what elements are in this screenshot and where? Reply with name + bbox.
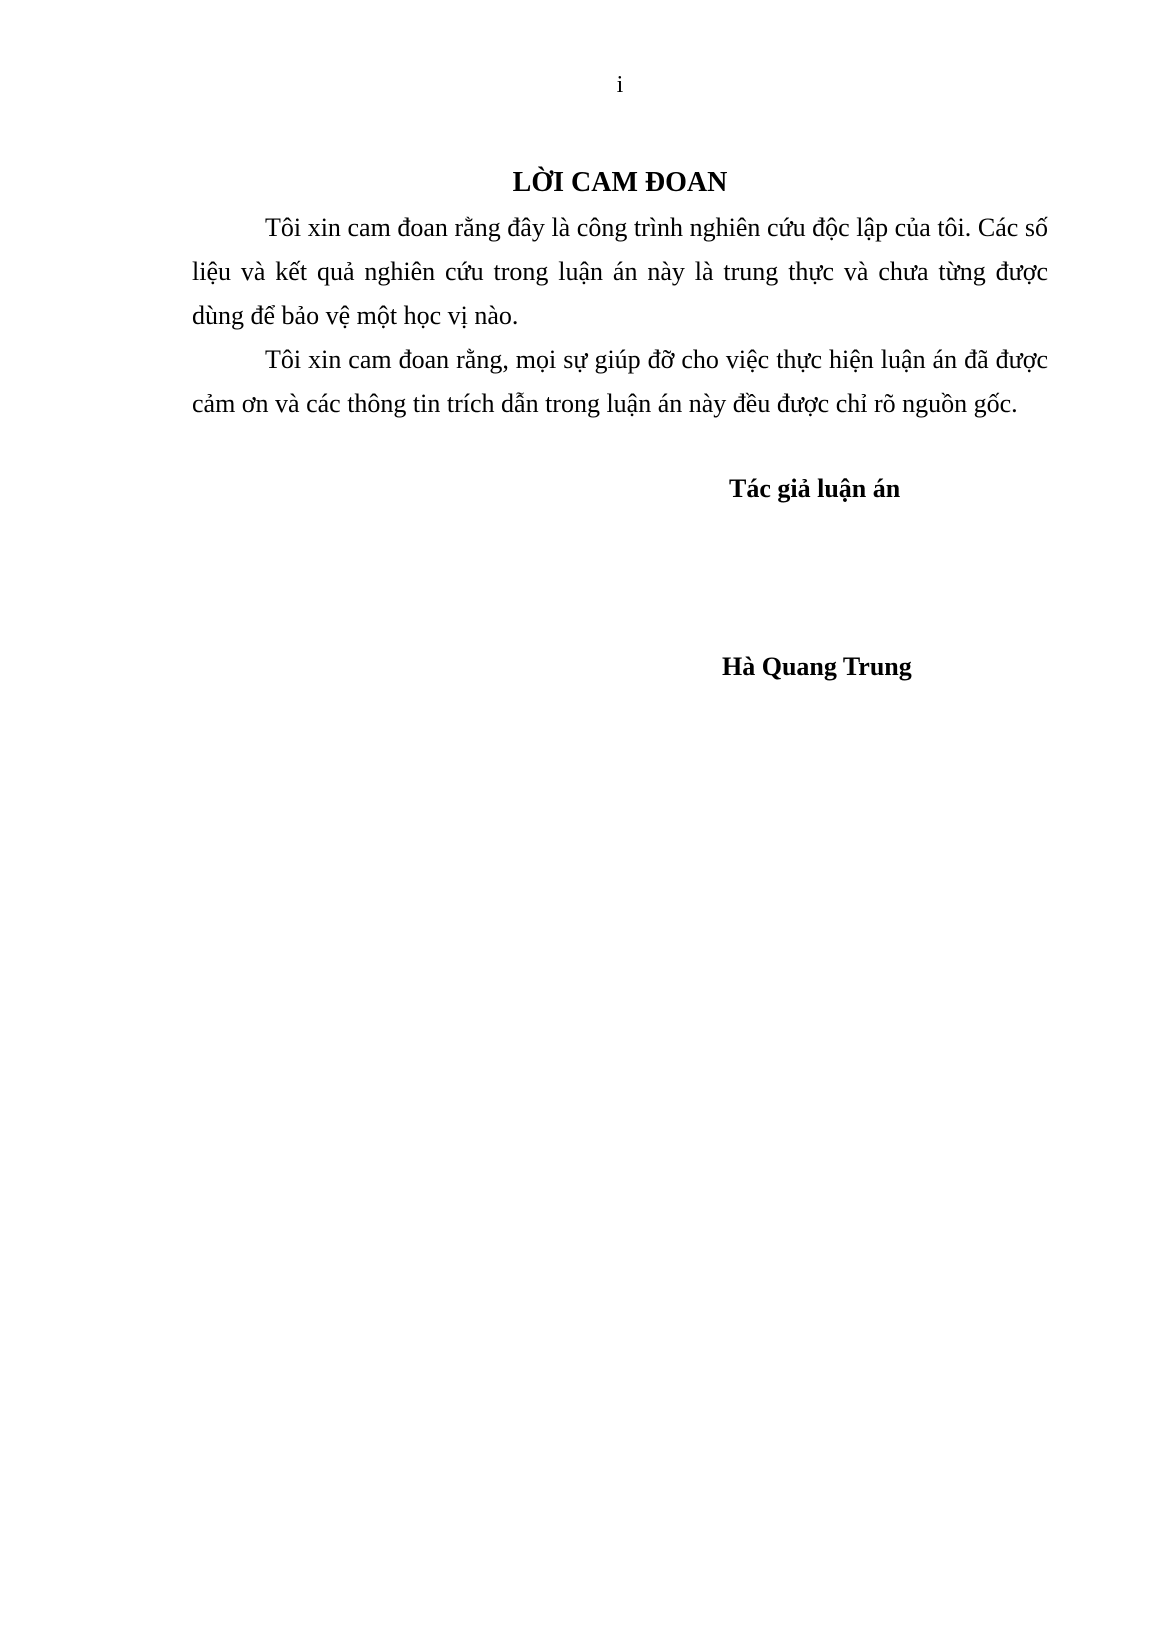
- paragraph-1: Tôi xin cam đoan rằng đây là công trình nghiên cứu độc lập của tôi. Các số liệu và kết quả nghiên cứu trong luận án này là trung thực và chưa từng được dùng để bảo vệ một học vị nào.: [192, 213, 1048, 330]
- paragraph-2: Tôi xin cam đoan rằng, mọi sự giúp đỡ cho việc thực hiện luận án đã được cảm ơn và các thông tin trích dẫn trong luận án này đều được chỉ rõ nguồn gốc.: [192, 345, 1048, 418]
- page-number: i: [616, 72, 624, 98]
- declaration-body: [192, 206, 1048, 426]
- page-title: LỜI CAM ĐOAN: [512, 167, 728, 198]
- signature-role: Tác giả luận án: [729, 474, 901, 503]
- signature-name: Hà Quang Trung: [722, 652, 912, 681]
